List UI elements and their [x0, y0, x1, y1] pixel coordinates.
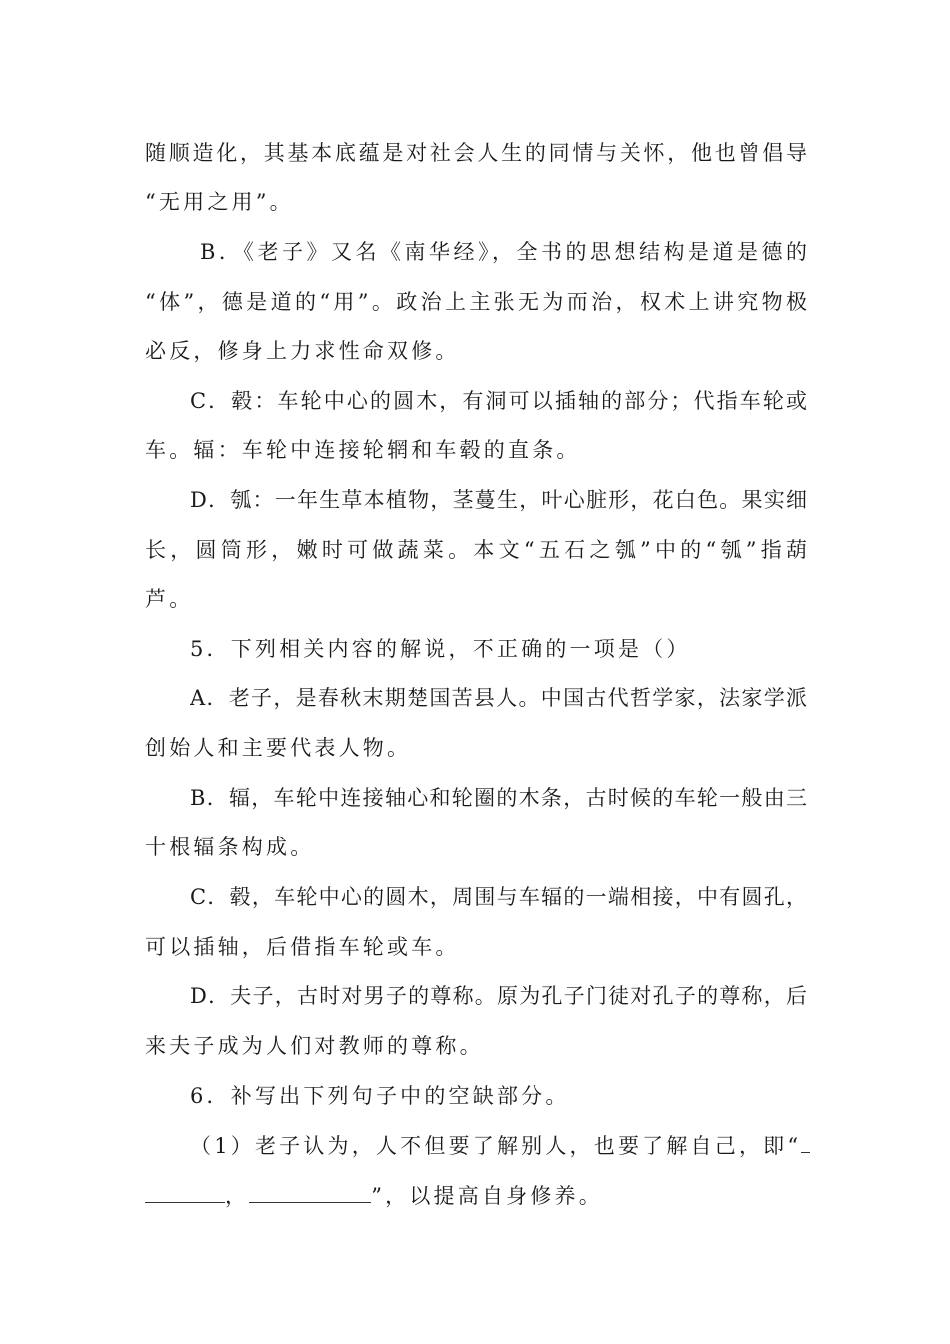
question-6-1-line2 — [145, 1180, 807, 1211]
q5-option-d-line: D．夫子，古时对男子的尊称。原为孔子门徒对孔子的尊称，后 — [190, 984, 807, 1008]
paragraph-line: “体”，德是道的“用”。政治上主张无为而治，权术上讲究物极 — [145, 290, 807, 314]
q5-option-c-line: C．毂，车轮中心的圆木，周围与车辐的一端相接，中有圆孔， — [190, 885, 807, 909]
question-5-stem: 5．下列相关内容的解说，不正确的一项是（） — [190, 637, 691, 661]
q6-1-text-end: ”，以提高自身修养。 — [371, 1184, 603, 1208]
paragraph-line: 车。辐：车轮中连接轮辋和车毂的直条。 — [145, 438, 581, 462]
paragraph-line: 创始人和主要代表人物。 — [145, 736, 412, 760]
paragraph-line: “无用之用”。 — [145, 190, 294, 214]
question-6-stem: 6．补写出下列句子中的空缺部分。 — [190, 1084, 570, 1108]
answer-blank-2[interactable] — [249, 1180, 371, 1203]
q5-option-a-line: A．老子，是春秋末期楚国苦县人。中国古代哲学家，法家学派 — [190, 686, 807, 710]
paragraph-line: 必反，修身上力求性命双修。 — [145, 339, 460, 363]
option-c-line: C．毂：车轮中心的圆木，有洞可以插轴的部分；代指车轮或 — [190, 389, 807, 413]
answer-blank-1a[interactable] — [801, 1130, 810, 1153]
option-b-line: B．《老子》又名《南华经》，全书的思想结构是道是德的 — [200, 240, 807, 264]
paragraph-line: 可以插轴，后借指车轮或车。 — [145, 935, 460, 959]
option-d-line: D．瓠：一年生草本植物，茎蔓生，叶心脏形，花白色。果实细 — [190, 488, 807, 512]
q6-1-separator: ， — [225, 1184, 250, 1208]
q6-1-text: （1）老子认为，人不但要了解别人，也要了解自己，即“ — [190, 1134, 802, 1158]
q5-option-b-line: B．辐，车轮中连接轴心和轮圈的木条，古时候的车轮一般由三 — [190, 786, 807, 810]
paragraph-line: 长，圆筒形，嫩时可做蔬菜。本文“五石之瓠”中的“瓠”指葫 — [145, 538, 807, 562]
paragraph-line: 来夫子成为人们对教师的尊称。 — [145, 1034, 484, 1058]
question-6-1-line1 — [190, 1130, 810, 1161]
answer-blank-1b[interactable] — [145, 1180, 225, 1203]
paragraph-line: 随顺造化，其基本底蕴是对社会人生的同情与关怀，他也曾倡导 — [145, 141, 807, 165]
paragraph-line: 十根辐条构成。 — [145, 835, 315, 859]
paragraph-line: 芦。 — [145, 587, 194, 611]
